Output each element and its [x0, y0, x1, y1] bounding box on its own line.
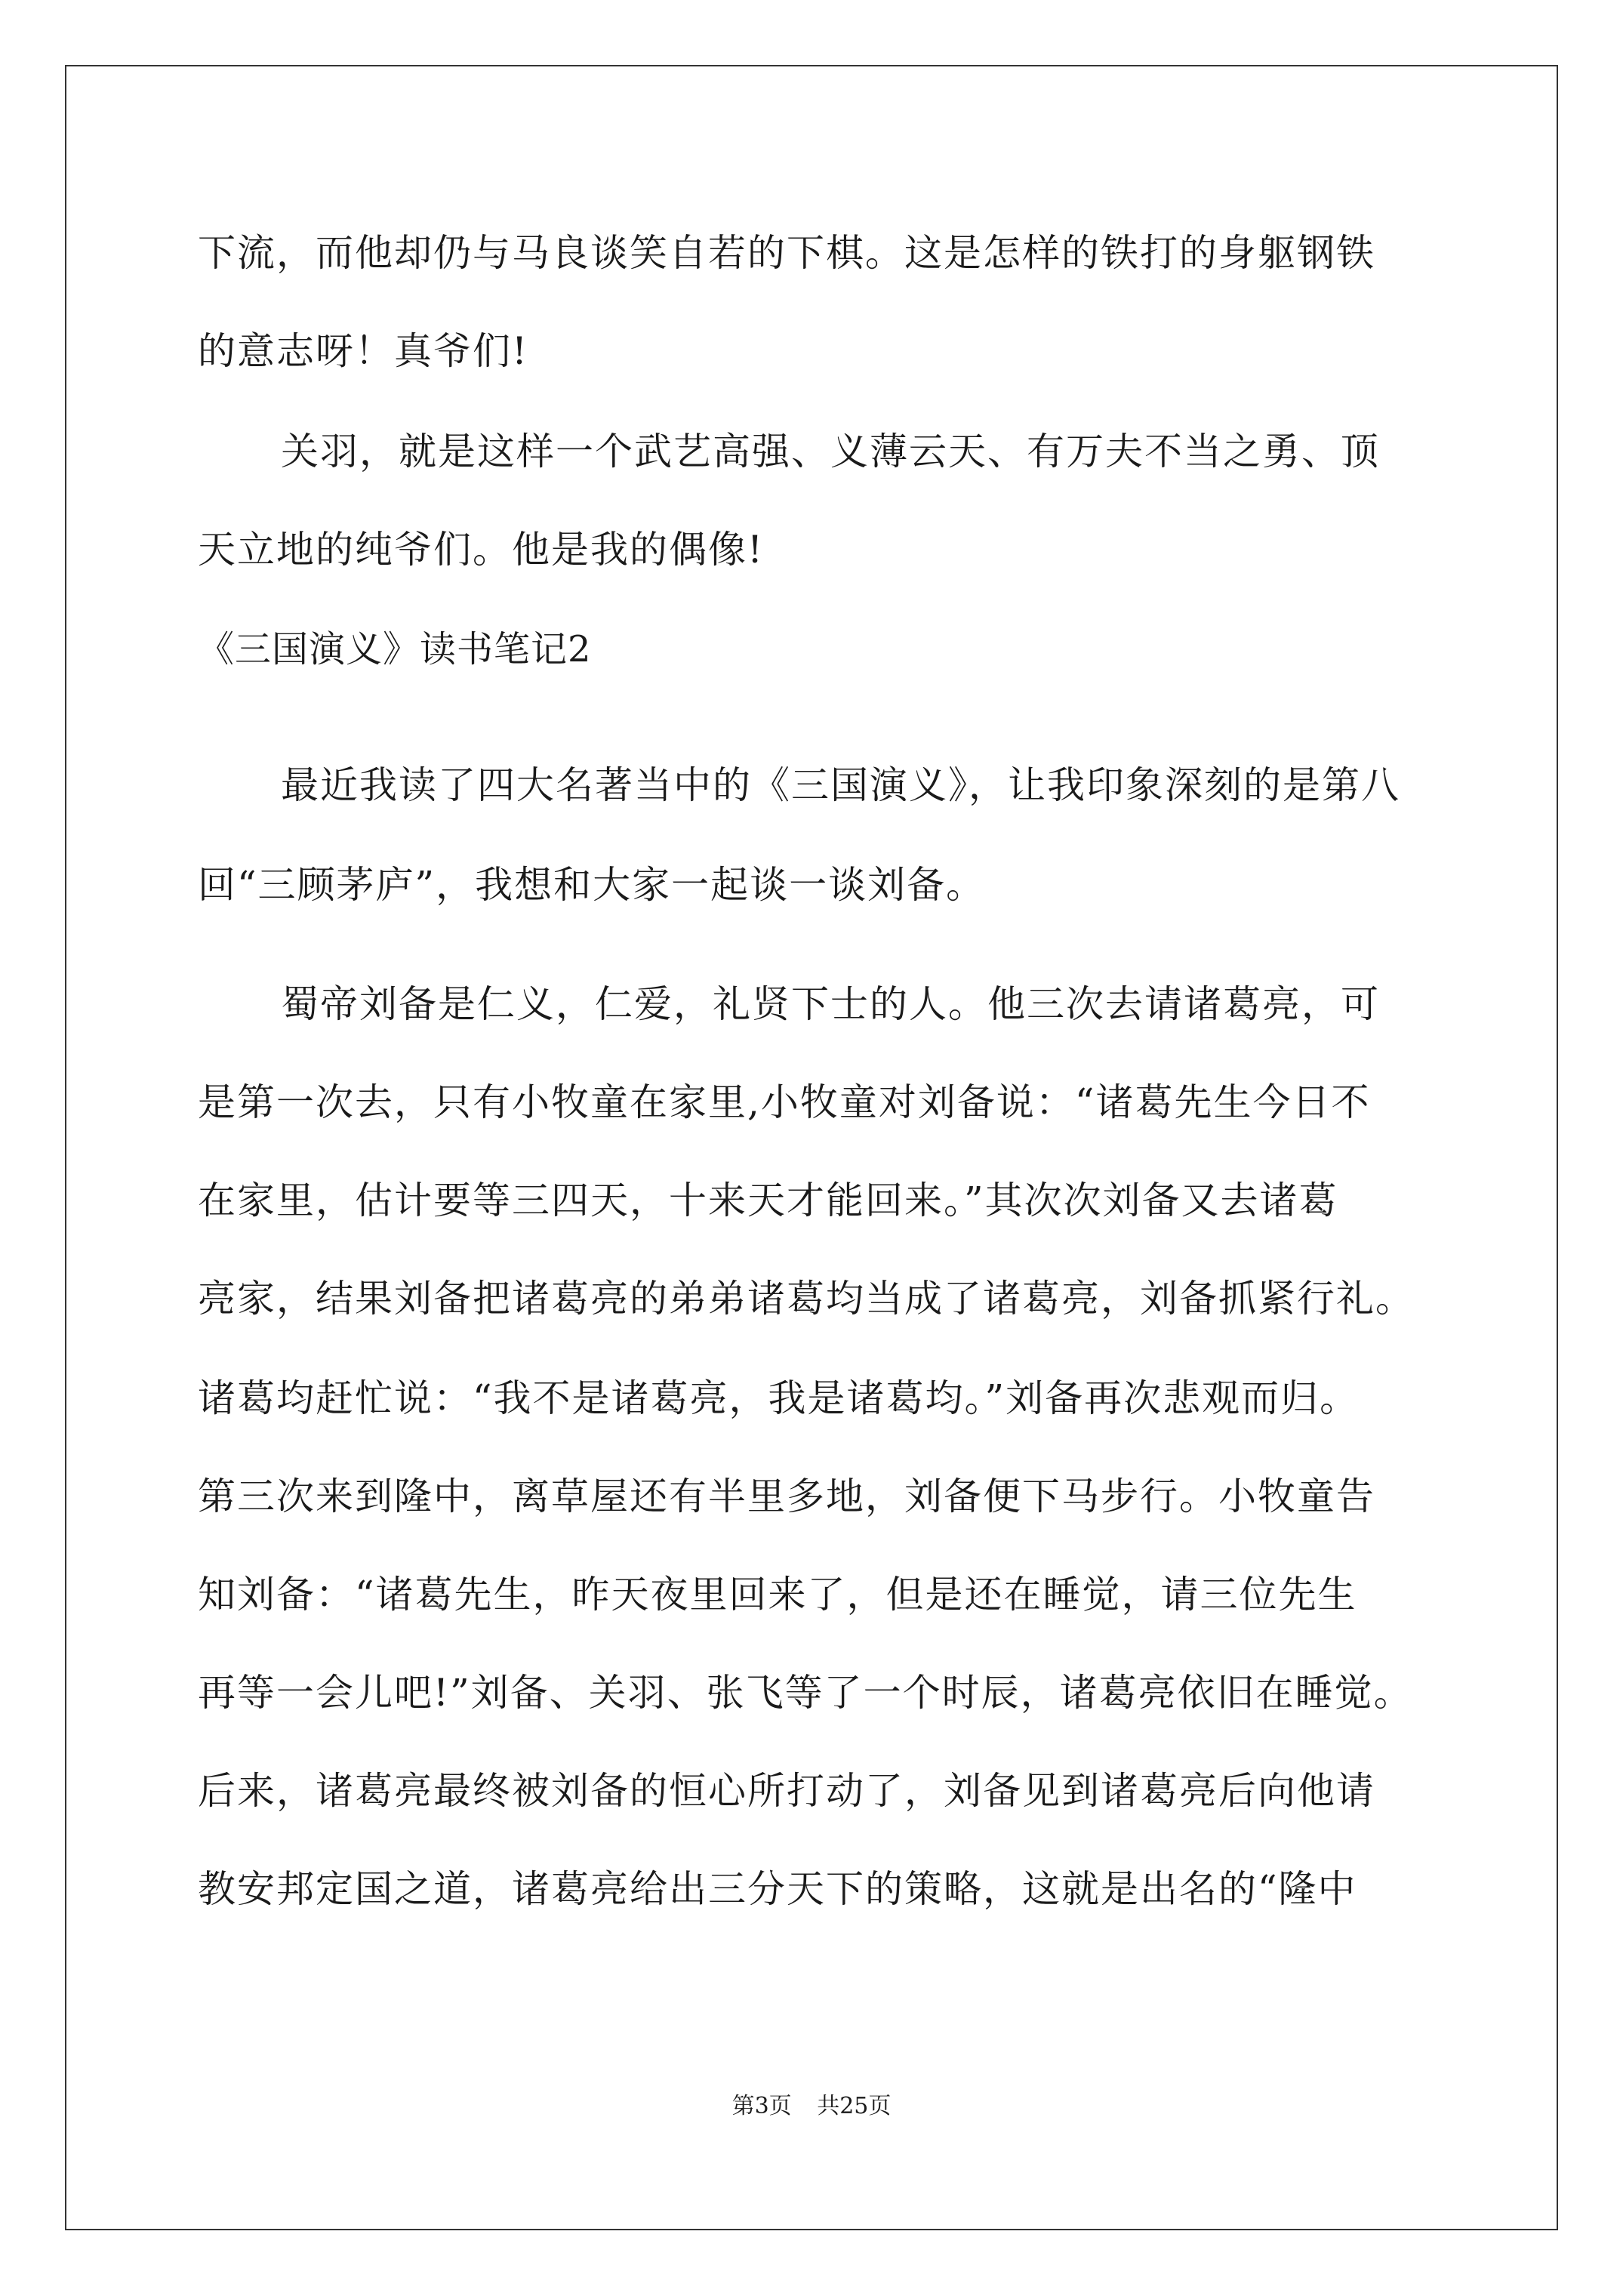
text-line: 知刘备：“诸葛先生，昨天夜里回来了，但是还在睡觉，请三位先生: [198, 1573, 1357, 1616]
text-line: 亮家，结果刘备把诸葛亮的弟弟诸葛均当成了诸葛亮，刘备抓紧行礼。: [198, 1277, 1415, 1321]
text-line: 关羽，就是这样一个武艺高强、义薄云天、有万夫不当之勇、顶: [281, 430, 1380, 473]
page-number: 第3页: [731, 2093, 792, 2119]
text-line: 教安邦定国之道，诸葛亮给出三分天下的策略，这就是出名的“隆中: [198, 1867, 1357, 1911]
section-heading: 《三国演义》读书笔记2: [198, 628, 592, 670]
page-footer: [0, 2091, 1623, 2122]
text-line: 再等一会儿吧!”刘备、关羽、张飞等了一个时辰，诸葛亮依旧在睡觉。: [198, 1671, 1413, 1715]
text-line: 是第一次去，只有小牧童在家里,小牧童对刘备说：“诸葛先生今日不: [198, 1080, 1371, 1124]
page-total: 共25页: [817, 2093, 892, 2119]
text-line: 最近我读了四大名著当中的《三国演义》，让我印象深刻的是第八: [281, 763, 1400, 807]
text-line: 回“三顾茅庐”，我想和大家一起谈一谈刘备。: [198, 863, 986, 907]
text-line: 下流，而他却仍与马良谈笑自若的下棋。这是怎样的铁打的身躯钢铁: [198, 231, 1375, 275]
text-line: 诸葛均赶忙说：“我不是诸葛亮，我是诸葛均。”刘备再次悲观而归。: [198, 1376, 1360, 1420]
text-line: 天立地的纯爷们。他是我的偶像!: [198, 528, 765, 572]
text-line: 蜀帝刘备是仁义，仁爱，礼贤下士的人。他三次去请诸葛亮，可: [281, 982, 1380, 1026]
text-line: 第三次来到隆中，离草屋还有半里多地，刘备便下马步行。小牧童告: [198, 1475, 1375, 1518]
text-line: 在家里，估计要等三四天，十来天才能回来。”其次次刘备又去诸葛: [198, 1179, 1338, 1222]
text-line: 后来，诸葛亮最终被刘备的恒心所打动了，刘备见到诸葛亮后向他请: [198, 1769, 1375, 1813]
text-line: 的意志呀！真爷们!: [198, 329, 529, 373]
